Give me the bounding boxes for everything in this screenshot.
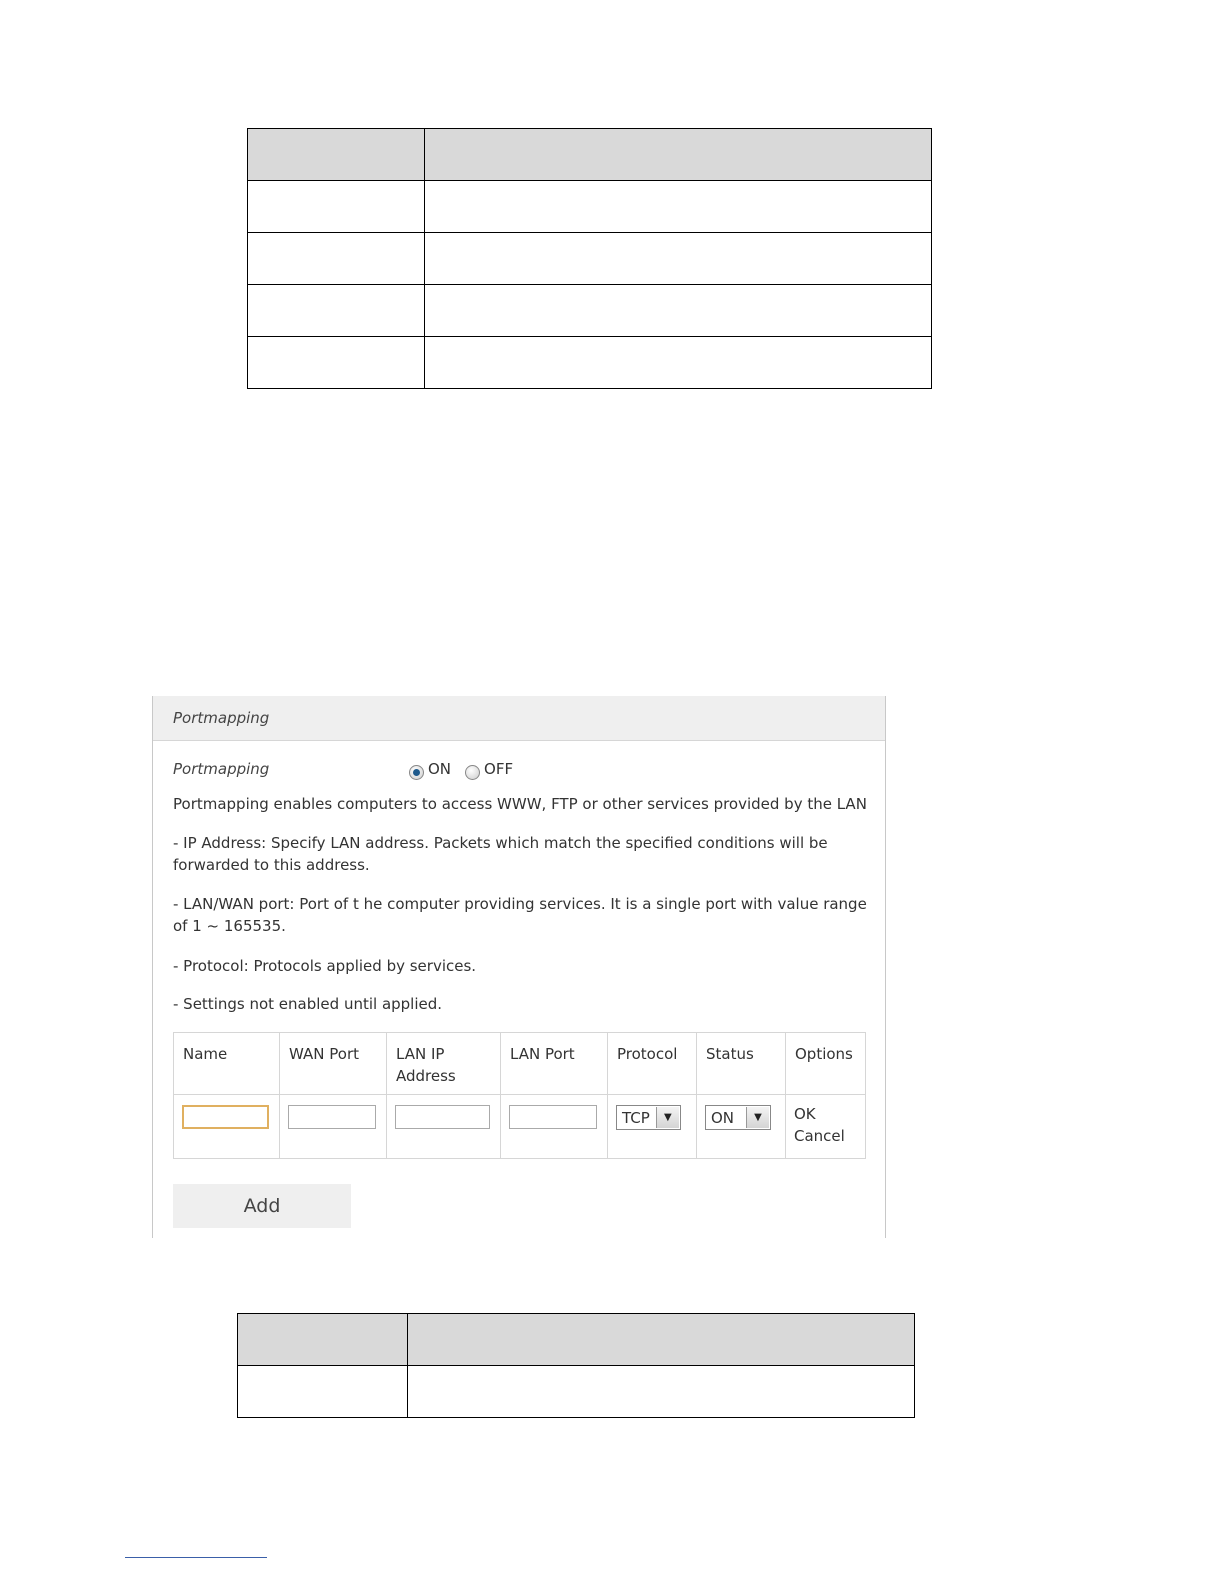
footnote-separator xyxy=(125,1557,267,1558)
table-row xyxy=(238,1366,915,1418)
portmapping-toggle xyxy=(409,760,527,778)
header-status: Status xyxy=(697,1033,786,1095)
description-protocol: - Protocol: Protocols applied by services. xyxy=(173,957,477,975)
table-cell xyxy=(248,233,425,285)
portmapping-table xyxy=(173,1032,866,1159)
header-name: Name xyxy=(174,1033,280,1095)
lan-ip-input[interactable] xyxy=(395,1105,490,1129)
cell-lan-port xyxy=(501,1095,608,1159)
name-input[interactable] xyxy=(182,1105,269,1129)
table-row xyxy=(174,1095,866,1159)
protocol-value: TCP xyxy=(622,1108,650,1127)
radio-on[interactable] xyxy=(409,765,424,780)
table-cell xyxy=(248,181,425,233)
parameter-table-top xyxy=(247,128,932,389)
description-port: - LAN/WAN port: Port of t he computer providing services. It is a single port with value range of 1 ~ 165535. xyxy=(173,895,867,935)
status-value: ON xyxy=(711,1108,735,1127)
table-cell xyxy=(238,1314,408,1366)
protocol-select[interactable] xyxy=(616,1105,681,1130)
radio-off-label: OFF xyxy=(484,760,514,778)
table-cell xyxy=(425,129,932,181)
cell-wan-port xyxy=(280,1095,387,1159)
table-row xyxy=(248,233,932,285)
table-row xyxy=(248,337,932,389)
header-lan-ip-address xyxy=(387,1033,501,1095)
header-options: Options xyxy=(786,1033,866,1095)
header-protocol: Protocol xyxy=(608,1033,697,1095)
cell-protocol xyxy=(608,1095,697,1159)
table-row xyxy=(248,285,932,337)
add-button[interactable]: Add xyxy=(173,1184,351,1228)
table-cell xyxy=(425,285,932,337)
table-cell xyxy=(408,1314,915,1366)
description-settings: - Settings not enabled until applied. xyxy=(173,995,443,1013)
table-cell xyxy=(248,285,425,337)
radio-on-label: ON xyxy=(428,760,452,778)
table-row xyxy=(248,181,932,233)
table-cell xyxy=(425,181,932,233)
dropdown-arrow-icon: ▼ xyxy=(746,1107,769,1128)
table-header-row xyxy=(248,129,932,181)
cell-status xyxy=(697,1095,786,1159)
table-cell xyxy=(248,337,425,389)
cell-lan-ip xyxy=(387,1095,501,1159)
wan-port-input[interactable] xyxy=(288,1105,376,1129)
table-cell xyxy=(238,1366,408,1418)
dropdown-arrow-icon: ▼ xyxy=(656,1107,679,1128)
ok-link[interactable]: OK xyxy=(794,1105,816,1123)
header-lan-ip-text: LAN IP Address xyxy=(396,1045,456,1085)
header-lan-port: LAN Port xyxy=(501,1033,608,1095)
table-cell xyxy=(408,1366,915,1418)
description-ip-address: - IP Address: Specify LAN address. Packets which match the specified conditions will be forwarded to this address. xyxy=(173,834,828,874)
table-header-row xyxy=(238,1314,915,1366)
lan-port-input[interactable] xyxy=(509,1105,597,1129)
panel-title: Portmapping xyxy=(153,696,885,741)
table-header-row xyxy=(174,1033,866,1095)
table-cell xyxy=(248,129,425,181)
cell-options xyxy=(786,1095,866,1159)
cell-name xyxy=(174,1095,280,1159)
status-select[interactable] xyxy=(705,1105,771,1130)
table-cell xyxy=(425,233,932,285)
portmapping-panel xyxy=(152,696,886,1238)
table-cell xyxy=(425,337,932,389)
portmapping-toggle-label: Portmapping xyxy=(173,760,270,778)
radio-off[interactable] xyxy=(465,765,480,780)
header-wan-port: WAN Port xyxy=(280,1033,387,1095)
cancel-link[interactable]: Cancel xyxy=(794,1127,845,1145)
parameter-table-bottom xyxy=(237,1313,915,1418)
description-intro: Portmapping enables computers to access WWW, FTP or other services provided by the LAN xyxy=(173,795,867,813)
